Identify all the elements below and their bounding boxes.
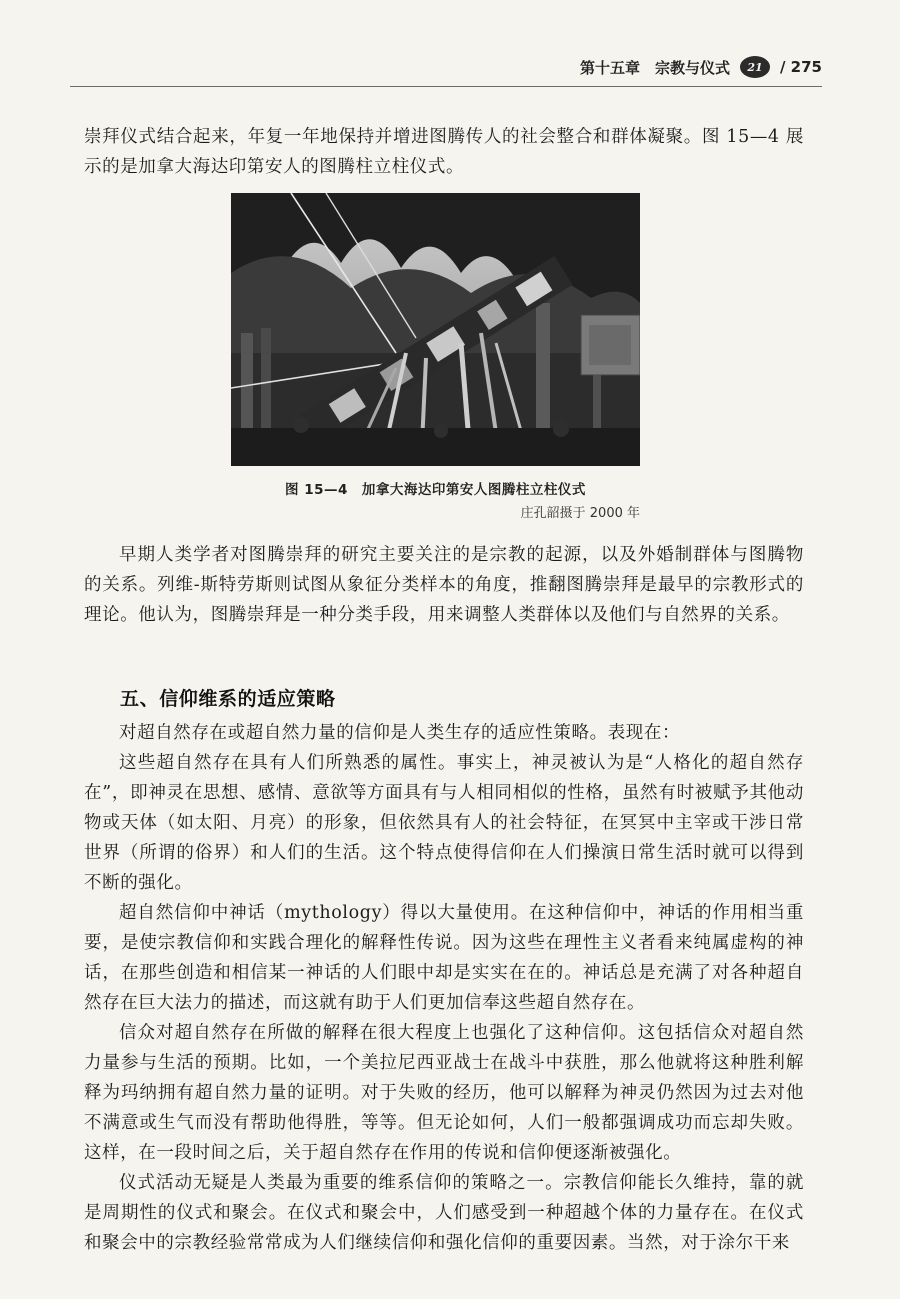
- totem-pole-photo: [231, 193, 640, 466]
- running-header: [580, 56, 822, 78]
- photo-illustration: [231, 193, 640, 466]
- section-paragraph: 超自然信仰中神话（mythology）得以大量使用。在这种信仰中，神话的作用相当重要，是使宗教信仰和实践合理化的解释性传说。因为这些在理性主义者看来纯属虚构的神话，在那些创造和相信某一神话的人们眼中却是实实在在的。神话总是充满了对各种超自然存在巨大法力的描述，而这就有助于人们更加信奉这些超自然存在。: [84, 903, 804, 1013]
- section-paragraph: 对超自然存在或超自然力量的信仰是人类生存的适应性策略。表现在：: [119, 723, 681, 743]
- section-paragraph: 仪式活动无疑是人类最为重要的维系信仰的策略之一。宗教信仰能长久维持，靠的就是周期性的仪式和聚会。在仪式和聚会中，人们感受到一种超越个体的力量存在。在仪式和聚会中的宗教经验常常成为人们继续信仰和强化信仰的重要因素。当然，对于涂尔干来: [84, 1173, 804, 1253]
- section-heading: 五、信仰维系的适应策略: [120, 688, 336, 710]
- figure-caption: 图 15—4 加拿大海达印第安人图腾柱立柱仪式: [285, 482, 586, 498]
- header-rule: [70, 86, 822, 87]
- section-body: [84, 718, 804, 1258]
- chapter-title: 第十五章 宗教与仪式: [579, 58, 730, 77]
- page-number: / 275: [779, 58, 822, 76]
- intro-paragraph: 崇拜仪式结合起来，年复一年地保持并增进图腾传人的社会整合和群体凝聚。图 15—4 展示的是加拿大海达印第安人的图腾柱立柱仪式。: [84, 127, 804, 177]
- figure-credit: 庄孔韶摄于 2000 年: [520, 506, 640, 521]
- section-paragraph: 信众对超自然存在所做的解释在很大程度上也强化了这种信仰。这包括信众对超自然力量参与生活的预期。比如，一个美拉尼西亚战士在战斗中获胜，那么他就将这种胜利解释为玛纳拥有超自然力量的证明。对于失败的经历，他可以解释为神灵仍然因为过去对他不满意或生气而没有帮助他得胜，等等。但无论如何，人们一般都强调成功而忘却失败。这样，在一段时间之后，关于超自然存在作用的传说和信仰便逐渐被强化。: [84, 1023, 804, 1163]
- section-paragraph: 这些超自然存在具有人们所熟悉的属性。事实上，神灵被认为是“人格化的超自然存在”，即神灵在思想、感情、意欲等方面具有与人相同相似的性格，虽然有时被赋予其他动物或天体（如太阳、月亮）的形象，但依然具有人的社会特征，在冥冥中主宰或干涉日常世界（所谓的俗界）和人们的生活。这个特点使得信仰在人们操演日常生活时就可以得到不断的强化。: [84, 753, 804, 893]
- publisher-logo-icon: 21: [740, 56, 770, 78]
- paragraph-after-figure: 早期人类学者对图腾崇拜的研究主要关注的是宗教的起源，以及外婚制群体与图腾物的关系。列维-斯特劳斯则试图从象征分类样本的角度，推翻图腾崇拜是最早的宗教形式的理论。他认为，图腾崇拜是一种分类手段，用来调整人类群体以及他们与自然界的关系。: [84, 545, 804, 625]
